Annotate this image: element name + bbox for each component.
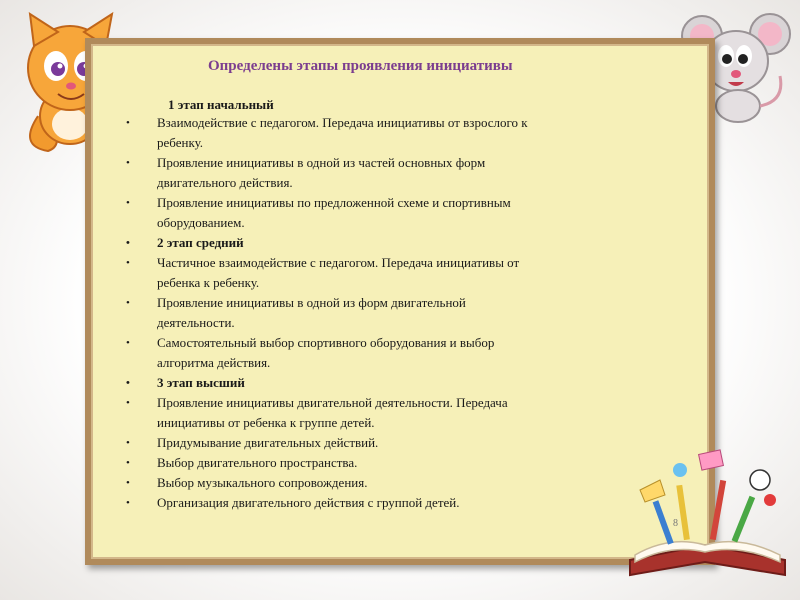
list-item: • Выбор музыкального сопровождения.: [157, 473, 537, 493]
list-item: • Проявление инициативы в одной из частей основных форм двигательного действия.: [126, 155, 486, 190]
bullet-icon: •: [126, 477, 130, 489]
page-number: 8: [673, 518, 678, 529]
school-book-icon: [620, 440, 795, 590]
bullet-icon: •: [126, 437, 130, 449]
bullet-icon: •: [126, 377, 130, 389]
stage-2-heading: • 2 этап средний: [157, 233, 537, 253]
stage-1-heading: 1 этап начальный: [168, 97, 274, 112]
bullet-icon: •: [126, 237, 130, 249]
list-item: • Проявление инициативы по предложенной схеме и спортивным оборудованием.: [126, 195, 511, 230]
list-item: • Самостоятельный выбор спортивного оборудования и выбор алгоритма действия.: [126, 335, 495, 370]
list-item: • Выбор двигательного пространства.: [157, 453, 537, 473]
bullet-icon: •: [126, 457, 130, 469]
bullet-icon: •: [126, 397, 130, 409]
list-item: • Проявление инициативы в одной из форм двигательной деятельности.: [126, 295, 466, 330]
bullet-icon: •: [126, 297, 130, 309]
stage-3-heading: • 3 этап высший: [157, 373, 537, 393]
list-item: • Организация двигательного действия с группой детей.: [157, 493, 537, 513]
list-item: • Придумывание двигательных действий.: [157, 433, 537, 453]
bullet-icon: •: [126, 197, 130, 209]
bullet-icon: •: [126, 257, 130, 269]
bullet-icon: •: [126, 157, 130, 169]
bullet-icon: •: [126, 337, 130, 349]
bullet-icon: •: [126, 497, 130, 509]
bullet-icon: •: [126, 117, 130, 129]
list-item: • Проявление инициативы двигательной деятельности. Передача инициативы от ребенка к группе детей.: [126, 395, 508, 430]
list-item: • Взаимодействие с педагогом. Передача инициативы от взрослого к ребенку.: [126, 115, 528, 150]
list-item: • Частичное взаимодействие с педагогом. Передача инициативы от ребенка к ребенку.: [126, 255, 520, 290]
slide-title: Определены этапы проявления инициативы: [208, 58, 513, 74]
